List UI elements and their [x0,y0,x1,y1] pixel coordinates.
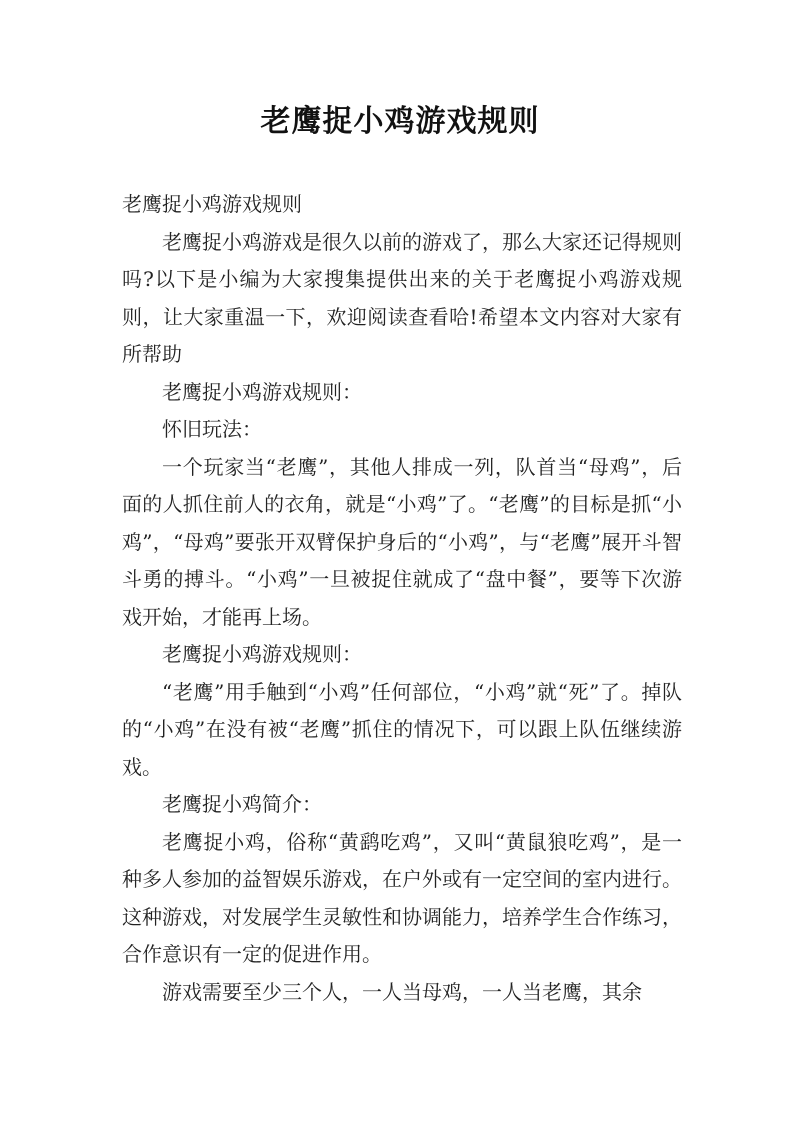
paragraph-rules-heading-2: 老鹰捉小鸡游戏规则： [162,642,362,666]
paragraph-play-description: 一个玩家当“老鹰”，其他人排成一列，队首当“母鸡”，后面的人抓住前人的衣角，就是“小鸡”了。“老鹰”的目标是抓“小鸡”，“母鸡”要张开双臂保护身后的“小鸡”，与“老鹰”展开斗智斗勇的搏斗。“小鸡”一旦被捉住就成了“盘中餐”，要等下次游戏开始，才能再上场。 [122,454,682,629]
paragraph-heading: 老鹰捉小鸡游戏规则 [122,192,302,216]
document-body [122,186,682,1011]
paragraph-intro-heading: 老鹰捉小鸡简介： [162,792,322,816]
paragraph-rules-heading: 老鹰捉小鸡游戏规则： [162,379,362,404]
paragraph-rule-detail: “老鹰”用手触到“小鸡”任何部位，“小鸡”就“死”了。掉队的“小鸡”在没有被“老鹰”抓住的情况下，可以跟上队伍继续游戏。 [122,679,682,779]
paragraph-game-intro: 老鹰捉小鸡，俗称“黄鹞吃鸡”，又叫“黄鼠狼吃鸡”，是一种多人参加的益智娱乐游戏，在户外或有一定空间的室内进行。这种游戏，对发展学生灵敏性和协调能力，培养学生合作练习，合作意识有一定的促进作用。 [122,829,682,966]
paragraph-intro: 老鹰捉小鸡游戏是很久以前的游戏了，那么大家还记得规则吗?以下是小编为大家搜集提供出来的关于老鹰捉小鸡游戏规则，让大家重温一下，欢迎阅读查看哈!希望本文内容对大家有所帮助 [122,229,682,366]
paragraph-players: 游戏需要至少三个人，一人当母鸡，一人当老鹰，其余 [162,979,642,1004]
paragraph-nostalgic-play: 怀旧玩法： [162,417,262,441]
document-title: 老鹰捉小鸡游戏规则 [260,104,540,139]
